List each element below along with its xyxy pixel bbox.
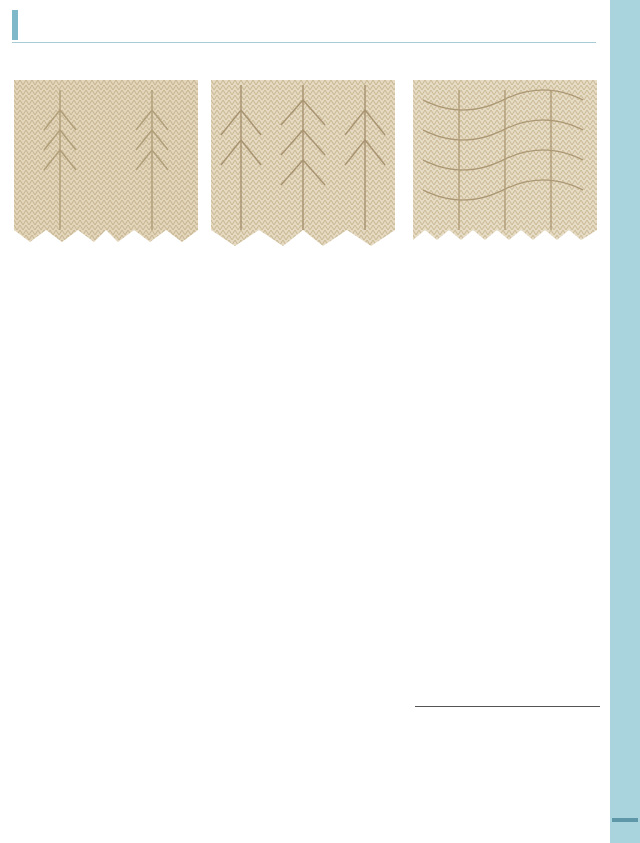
twin-leaf-lace-instructions [415, 282, 599, 292]
twin-leaf-lace-swatch-photo [413, 80, 597, 250]
beech-leaf-lace-chart [216, 662, 396, 758]
fern-lace-instructions [15, 284, 195, 294]
beech-leaf-lace-instructions [215, 284, 395, 294]
side-tab [610, 0, 640, 843]
key-title [415, 702, 600, 707]
beech-leaf-lace-swatch-photo [211, 80, 395, 250]
chart-key [415, 702, 600, 721]
twin-leaf-lace-chart [412, 555, 604, 617]
title-accent-bar [12, 10, 18, 40]
title-divider [12, 42, 596, 43]
fern-lace-chart [14, 558, 190, 668]
page-number [612, 818, 638, 822]
fern-lace-swatch-photo [14, 80, 198, 250]
